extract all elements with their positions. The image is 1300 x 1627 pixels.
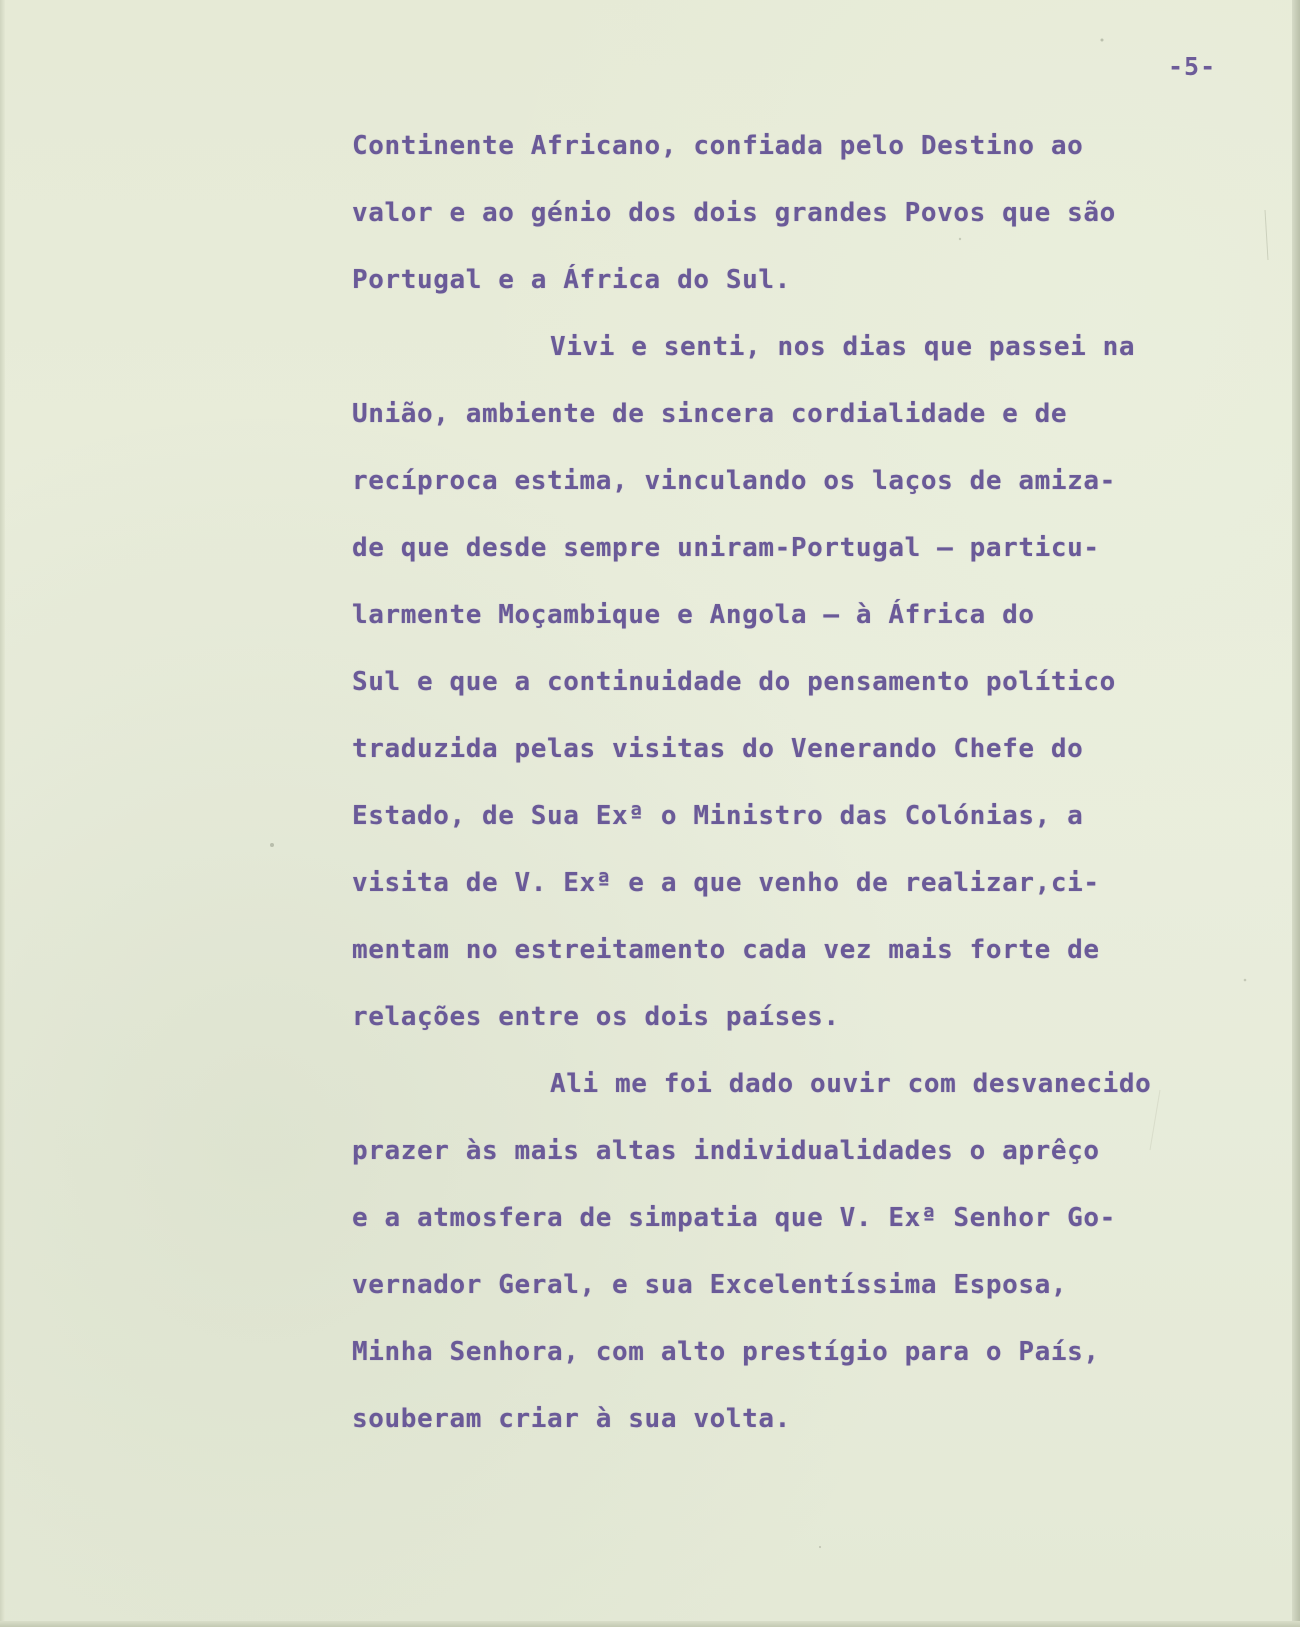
page-number: -5- — [1168, 52, 1217, 81]
text-line: Vivi e senti, nos dias que passei na — [550, 332, 1136, 362]
text-line: Estado, de Sua Exª o Ministro das Colónias, a — [352, 801, 1084, 831]
text-line: prazer às mais altas individualidades o aprêço — [352, 1136, 1100, 1166]
typed-text-body — [352, 113, 1292, 1453]
text-line: Portugal e a África do Sul. — [352, 265, 791, 295]
text-line: de que desde sempre uniram-Portugal — particu- — [352, 533, 1100, 563]
text-line: valor e ao génio dos dois grandes Povos que são — [352, 198, 1116, 228]
text-line: larmente Moçambique e Angola — à África do — [352, 600, 1035, 630]
text-line: Minha Senhora, com alto prestígio para o País, — [352, 1337, 1100, 1367]
text-line: Continente Africano, confiada pelo Destino ao — [352, 131, 1084, 161]
text-line: traduzida pelas visitas do Venerando Chefe do — [352, 734, 1084, 764]
text-line: visita de V. Exª e a que venho de realizar,ci- — [352, 868, 1100, 898]
text-line: souberam criar à sua volta. — [352, 1404, 791, 1434]
text-line: recíproca estima, vinculando os laços de amiza- — [352, 466, 1116, 496]
text-line: mentam no estreitamento cada vez mais forte de — [352, 935, 1100, 965]
text-line: relações entre os dois países. — [352, 1002, 840, 1032]
text-line: vernador Geral, e sua Excelentíssima Esposa, — [352, 1270, 1068, 1300]
text-line: Sul e que a continuidade do pensamento político — [352, 667, 1116, 697]
text-line: e a atmosfera de simpatia que V. Exª Senhor Go- — [352, 1203, 1116, 1233]
text-line: União, ambiente de sincera cordialidade e de — [352, 399, 1068, 429]
text-line: Ali me foi dado ouvir com desvanecido — [550, 1069, 1152, 1099]
